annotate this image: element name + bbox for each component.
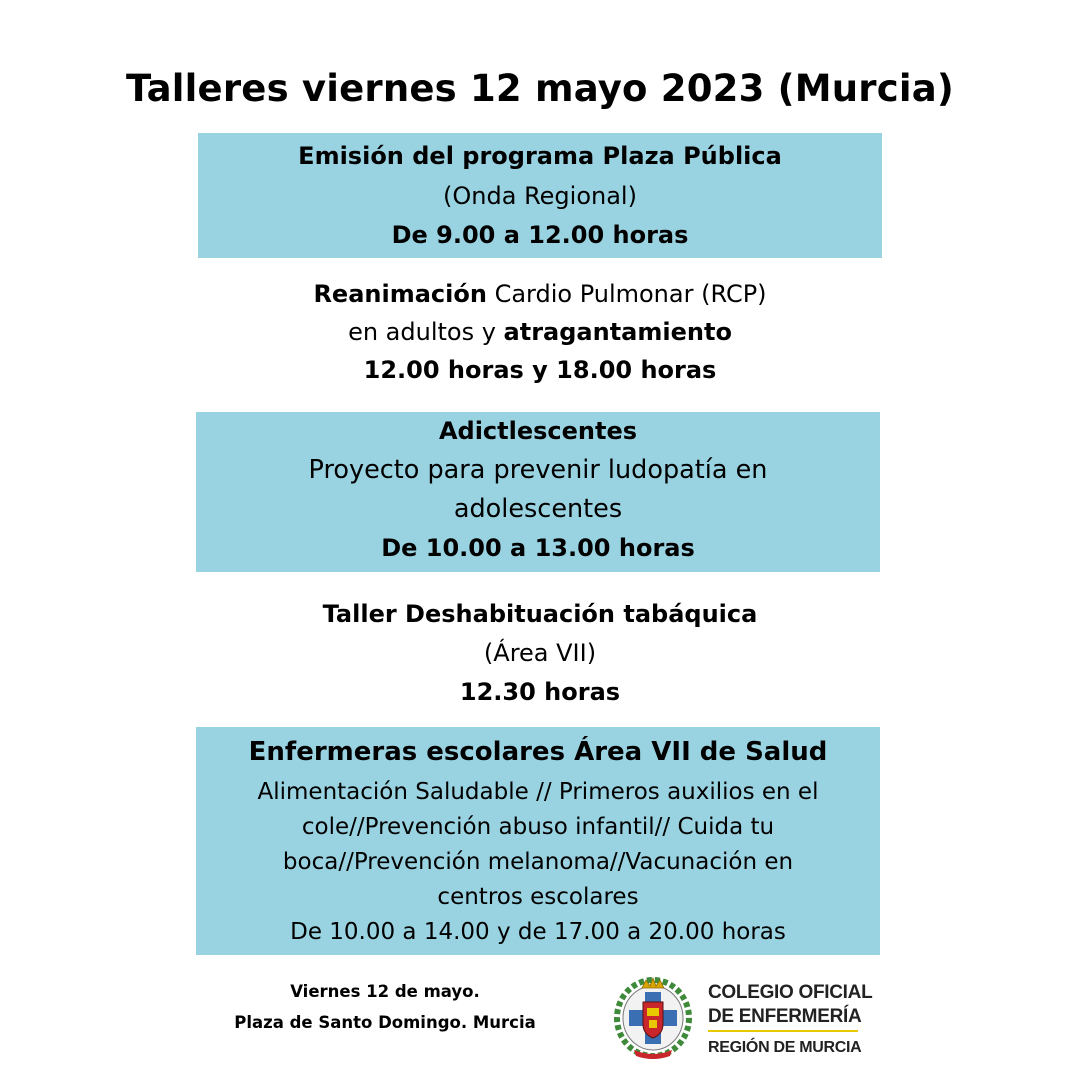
workshop-title: Emisión del programa Plaza Pública — [298, 142, 782, 170]
workshop-enfermeras-escolares — [196, 727, 880, 955]
workshop-title: Taller Deshabituación tabáquica — [322, 600, 758, 628]
workshop-title-rest: Cardio Pulmonar (RCP) — [486, 280, 767, 308]
workshop-title-bold: Reanimación — [313, 280, 487, 308]
workshop-topics-1: Alimentación Saludable // Primeros auxilios en el — [257, 779, 819, 805]
workshop-adictlescentes — [196, 412, 880, 572]
page-title: Talleres viernes 12 mayo 2023 (Murcia) — [125, 67, 955, 110]
workshop-time: De 10.00 a 13.00 horas — [381, 534, 695, 562]
workshop-subtitle-rest: en adultos y — [348, 318, 504, 346]
nursing-college-seal-icon — [612, 972, 694, 1060]
workshop-rcp — [198, 275, 882, 395]
workshop-time: 12.00 horas y 18.00 horas — [363, 356, 717, 384]
workshop-topics-4: centros escolares — [437, 884, 639, 910]
workshop-topics-3: boca//Prevención melanoma//Vacunación en — [282, 849, 794, 875]
workshop-subtitle-bold: atragantamiento — [503, 318, 732, 346]
workshop-topics-2: cole//Prevención abuso infantil// Cuida tu — [301, 814, 775, 840]
workshop-description-cont: adolescentes — [453, 494, 623, 524]
event-place: Plaza de Santo Domingo. Murcia — [234, 1013, 536, 1032]
organization-logo-text — [708, 980, 873, 1059]
event-date: Viernes 12 de mayo. — [290, 982, 480, 1001]
org-divider — [708, 1030, 858, 1032]
workshop-title: Enfermeras escolares Área VII de Salud — [248, 737, 828, 767]
org-name-line1: COLEGIO OFICIAL — [708, 982, 873, 1003]
workshop-title-line — [198, 275, 882, 313]
workshop-time: De 10.00 a 14.00 y de 17.00 a 20.00 horas — [290, 919, 786, 945]
workshop-plaza-publica — [198, 133, 882, 258]
org-name-line2: DE ENFERMERÍA — [708, 1006, 862, 1027]
workshop-time: De 9.00 a 12.00 horas — [391, 221, 689, 249]
workshop-tabaquismo — [198, 595, 882, 715]
workshop-subtitle: (Área VII) — [483, 639, 597, 667]
org-region: REGIÓN DE MURCIA — [708, 1039, 862, 1056]
workshop-subtitle-line — [198, 313, 882, 351]
workshop-time: 12.30 horas — [459, 678, 621, 706]
workshop-subtitle: (Onda Regional) — [443, 181, 637, 210]
event-location — [200, 976, 570, 1038]
workshop-description: Proyecto para prevenir ludopatía en — [308, 455, 768, 485]
workshop-title: Adictlescentes — [438, 417, 638, 445]
